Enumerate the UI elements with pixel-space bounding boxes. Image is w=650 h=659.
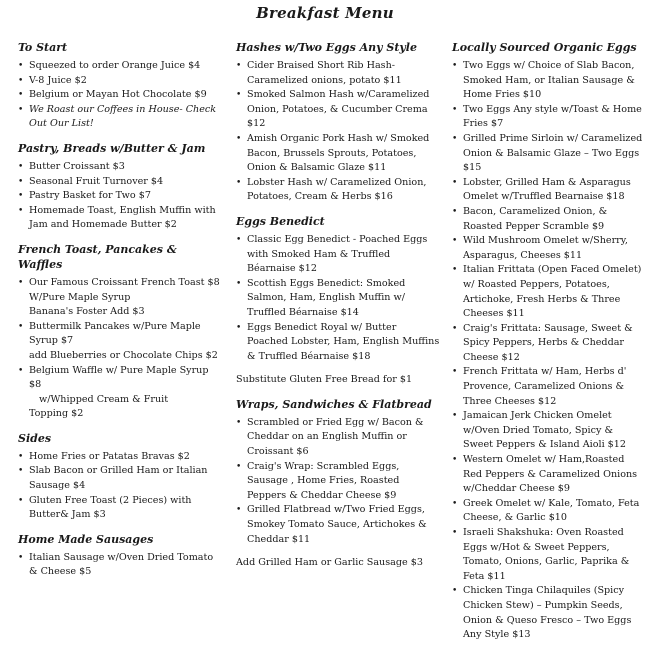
menu-item: • Two Eggs Any style w/Toast & Home Fries $7 [452, 103, 644, 132]
menu-item: • Pastry Basket for Two $7 [18, 189, 223, 204]
menu-item: • Scrambled or Fried Egg w/ Bacon & Cheddar on an English Muffin or Croissant $6 [236, 416, 440, 460]
add-on-note: Add Grilled Ham or Garlic Sausage $3 [236, 557, 423, 569]
pastry-list [18, 160, 223, 233]
sides-list [18, 450, 223, 523]
menu-item: • Slab Bacon or Grilled Ham or Italian Sausage $4 [18, 464, 223, 493]
menu-item: • Homemade Toast, English Muffin with Jam and Homemade Butter $2 [18, 204, 223, 233]
menu-item: • Wild Mushroom Omelet w/Sherry, Asparagus, Cheeses $11 [452, 234, 644, 263]
menu-item: • Two Eggs w/ Choice of Slab Bacon, Smoked Ham, or Italian Sausage & Home Fries $10 [452, 59, 644, 103]
benedict-list [236, 233, 440, 364]
section-heading-french-toast: French Toast, Pancakes & Waffles [18, 242, 177, 271]
coffee-note: • We Roast our Coffees in House- Check Out Our List! [18, 103, 223, 132]
section-heading-benedict: Eggs Benedict [236, 214, 325, 228]
menu-item: • Italian Frittata (Open Faced Omelet) w/ Roasted Peppers, Potatoes, Artichoke, Fresh Herbs & Three Cheeses $11 [452, 263, 644, 321]
french-toast-list [18, 276, 223, 422]
item-option: Banana's Foster Add $3 [29, 306, 145, 318]
menu-item: • Greek Omelet w/ Kale, Tomato, Feta Cheese, & Garlic $10 [452, 497, 644, 526]
item-option: W/Pure Maple Syrup [29, 291, 131, 303]
menu-title: Breakfast Menu [256, 4, 394, 22]
to-start-list [18, 59, 223, 132]
item-main: Our Famous Croissant French Toast $8 [29, 276, 220, 288]
menu-item: • Amish Organic Pork Hash w/ Smoked Bacon, Brussels Sprouts, Potatoes, Onion & Balsamic Glaze $11 [236, 132, 440, 176]
menu-item: • Jamaican Jerk Chicken Omelet w/Oven Dried Tomato, Spicy & Sweet Peppers & Island Aioli $12 [452, 409, 644, 453]
menu-item: • Seasonal Fruit Turnover $4 [18, 175, 223, 190]
column-middle [236, 40, 440, 571]
menu-item: • Squeezed to order Orange Juice $4 [18, 59, 223, 74]
gluten-free-note: Substitute Gluten Free Bread for $1 [236, 374, 413, 386]
menu-item: • Italian Sausage w/Oven Dried Tomato & Cheese $5 [18, 551, 223, 580]
organic-eggs-list [452, 59, 644, 643]
section-heading-to-start: To Start [18, 41, 68, 54]
column-right [452, 40, 644, 643]
menu-item: • Craig's Frittata: Sausage, Sweet & Spicy Peppers, Herbs & Cheddar Cheese $12 [452, 322, 644, 366]
menu-item: • Home Fries or Patatas Bravas $2 [18, 450, 223, 465]
section-heading-organic-eggs: Locally Sourced Organic Eggs [452, 41, 637, 54]
menu-item: • Lobster Hash w/ Caramelized Onion, Potatoes, Cream & Herbs $16 [236, 176, 440, 205]
menu-item: • Israeli Shakshuka: Oven Roasted Eggs w/Hot & Sweet Peppers, Tomato, Onions, Garlic, Paprika & Feta $11 [452, 526, 644, 584]
item-main: Belgium Waffle w/ Pure Maple Syrup $8 [29, 364, 209, 391]
hashes-list [236, 59, 440, 205]
column-left [18, 40, 223, 580]
menu-item: • Belgium or Mayan Hot Chocolate $9 [18, 88, 223, 103]
menu-item: • Classic Egg Benedict - Poached Eggs with Smoked Ham & Truffled Béarnaise $12 [236, 233, 440, 277]
menu-item: • French Frittata w/ Ham, Herbs d' Provence, Caramelized Onions & Three Cheeses $12 [452, 365, 644, 409]
menu-item [18, 276, 223, 320]
menu-item: • Scottish Eggs Benedict: Smoked Salmon, Ham, English Muffin w/ Truffled Béarnaise $14 [236, 277, 440, 321]
menu-item: • Craig's Wrap: Scrambled Eggs, Sausage , Home Fries, Roasted Peppers & Cheddar Cheese $9 [236, 460, 440, 504]
menu-item: • Gluten Free Toast (2 Pieces) with Butter& Jam $3 [18, 494, 223, 523]
menu-item: • Cider Braised Short Rib Hash- Caramelized onions, potato $11 [236, 59, 440, 88]
sausages-list [18, 551, 223, 580]
section-heading-sausages: Home Made Sausages [18, 532, 154, 546]
item-option: Topping $2 [29, 408, 84, 420]
menu-item: • Butter Croissant $3 [18, 160, 223, 175]
menu-item: • V-8 Juice $2 [18, 74, 223, 89]
menu-item: • Eggs Benedict Royal w/ Butter Poached Lobster, Ham, English Muffins & Truffled Béarnaise $18 [236, 321, 440, 365]
section-heading-pastry: Pastry, Breads w/Butter & Jam [18, 141, 206, 155]
item-option: add Blueberries or Chocolate Chips $2 [29, 349, 218, 361]
menu-item: • Grilled Prime Sirloin w/ Caramelized Onion & Balsamic Glaze – Two Eggs $15 [452, 132, 644, 176]
menu-item: • Western Omelet w/ Ham,Roasted Red Peppers & Caramelized Onions w/Cheddar Cheese $9 [452, 453, 644, 497]
menu-item: • Bacon, Caramelized Onion, & Roasted Pepper Scramble $9 [452, 205, 644, 234]
item-option: w/Whipped Cream & Fruit [39, 393, 169, 405]
menu-item: • Smoked Salmon Hash w/Caramelized Onion, Potatoes, & Cucumber Crema $12 [236, 88, 440, 132]
menu-item: • Grilled Flatbread w/Two Fried Eggs, Smokey Tomato Sauce, Artichokes & Cheddar $11 [236, 503, 440, 547]
item-main: Buttermilk Pancakes w/Pure Maple Syrup $7 [29, 320, 201, 347]
wraps-list [236, 416, 440, 547]
menu-item [18, 320, 223, 364]
menu-item: • Lobster, Grilled Ham & Asparagus Omelet w/Truffled Bearnaise $18 [452, 176, 644, 205]
section-heading-wraps: Wraps, Sandwiches & Flatbread [236, 397, 432, 411]
menu-item: • Chicken Tinga Chilaquiles (Spicy Chicken Stew) – Pumpkin Seeds, Onion & Queso Fresco – Two Eggs Any Style $13 [452, 584, 644, 642]
section-heading-hashes: Hashes w/Two Eggs Any Style [236, 41, 417, 54]
menu-item [18, 364, 223, 422]
section-heading-sides: Sides [18, 431, 52, 445]
